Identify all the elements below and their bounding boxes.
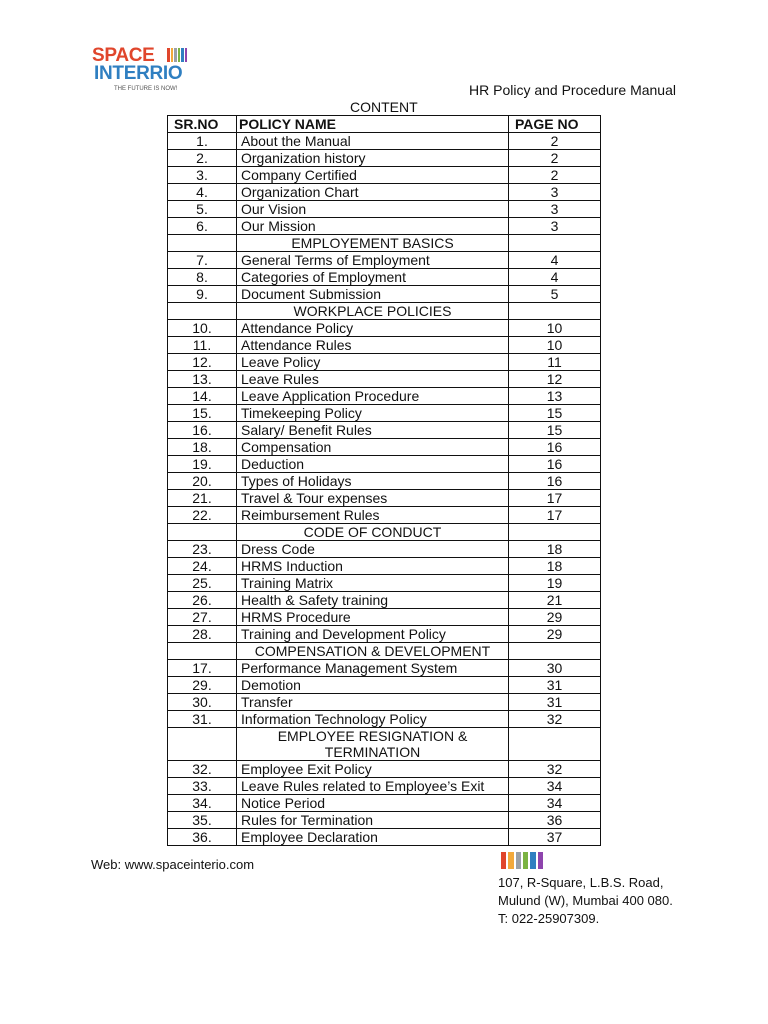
page-no-cell: 21	[509, 592, 601, 609]
page-no-cell: 10	[509, 320, 601, 337]
table-row	[168, 660, 601, 677]
page-no-cell: 30	[509, 660, 601, 677]
table-row	[168, 609, 601, 626]
section-blank-cell	[509, 524, 601, 541]
table-row	[168, 592, 601, 609]
page-no-cell: 10	[509, 337, 601, 354]
sr-no-cell: 31.	[168, 711, 237, 728]
policy-name-cell: Leave Policy	[237, 354, 509, 371]
table-row	[168, 761, 601, 778]
color-bar	[538, 852, 543, 869]
section-heading-text: CODE OF CONDUCT	[303, 524, 442, 540]
page-no-cell: 12	[509, 371, 601, 388]
table-row	[168, 201, 601, 218]
sr-no-cell: 33.	[168, 778, 237, 795]
table-row	[168, 626, 601, 643]
table-row	[168, 812, 601, 829]
page-no-cell: 15	[509, 405, 601, 422]
color-bar	[174, 48, 177, 62]
page-no-cell: 19	[509, 575, 601, 592]
logo-tagline: THE FUTURE IS NOW!	[114, 86, 178, 92]
page-no-cell: 16	[509, 473, 601, 490]
policy-name-cell: Company Certified	[237, 167, 509, 184]
table-row	[168, 184, 601, 201]
page-no-cell: 11	[509, 354, 601, 371]
page-no-cell: 16	[509, 439, 601, 456]
section-heading-text: COMPENSATION & DEVELOPMENT	[254, 643, 491, 659]
section-heading	[237, 728, 509, 761]
policy-name-cell: Notice Period	[237, 795, 509, 812]
website-text: Web: www.spaceinterio.com	[91, 857, 255, 872]
policy-name-cell: Leave Rules related to Employee’s Exit	[237, 778, 509, 795]
policy-name-cell: Types of Holidays	[237, 473, 509, 490]
sr-no-cell: 18.	[168, 439, 237, 456]
page-no-cell: 34	[509, 778, 601, 795]
sr-no-cell: 2.	[168, 150, 237, 167]
policy-name-cell: Rules for Termination	[237, 812, 509, 829]
table-row	[168, 422, 601, 439]
policy-name-cell: Employee Declaration	[237, 829, 509, 846]
table-row	[168, 507, 601, 524]
sr-no-cell: 17.	[168, 660, 237, 677]
table-row	[168, 269, 601, 286]
table-row	[168, 150, 601, 167]
sr-no-cell: 36.	[168, 829, 237, 846]
section-row	[168, 235, 601, 252]
section-heading-text: EMPLOYEMENT BASICS	[291, 235, 454, 251]
page-no-cell: 31	[509, 694, 601, 711]
page-no-cell: 29	[509, 609, 601, 626]
policy-name-cell: Training Matrix	[237, 575, 509, 592]
sr-no-cell: 1.	[168, 133, 237, 150]
policy-name-cell: Performance Management System	[237, 660, 509, 677]
section-blank-cell	[168, 303, 237, 320]
policy-name-cell: Salary/ Benefit Rules	[237, 422, 509, 439]
sr-no-cell: 8.	[168, 269, 237, 286]
color-bar	[167, 48, 170, 62]
page-no-cell: 32	[509, 761, 601, 778]
table-row	[168, 167, 601, 184]
table-row	[168, 677, 601, 694]
page-no-cell: 2	[509, 133, 601, 150]
page-no-cell: 5	[509, 286, 601, 303]
color-bar	[178, 48, 181, 62]
sr-no-cell: 28.	[168, 626, 237, 643]
table-row	[168, 541, 601, 558]
policy-name-cell: Information Technology Policy	[237, 711, 509, 728]
sr-no-cell: 10.	[168, 320, 237, 337]
table-row	[168, 575, 601, 592]
policy-name-cell: Leave Application Procedure	[237, 388, 509, 405]
page-no-cell: 16	[509, 456, 601, 473]
sr-no-cell: 35.	[168, 812, 237, 829]
sr-no-cell: 7.	[168, 252, 237, 269]
page-no-cell: 3	[509, 184, 601, 201]
sr-no-cell: 6.	[168, 218, 237, 235]
table-row	[168, 490, 601, 507]
page-no-cell: 36	[509, 812, 601, 829]
table-row	[168, 388, 601, 405]
sr-no-cell: 14.	[168, 388, 237, 405]
page-no-cell: 4	[509, 269, 601, 286]
policy-name-cell: General Terms of Employment	[237, 252, 509, 269]
table-row	[168, 558, 601, 575]
color-bar	[523, 852, 528, 869]
page-no-cell: 3	[509, 201, 601, 218]
table-row	[168, 133, 601, 150]
company-logo	[92, 46, 202, 96]
policy-name-cell: Document Submission	[237, 286, 509, 303]
table-row	[168, 354, 601, 371]
sr-no-cell: 22.	[168, 507, 237, 524]
policy-name-cell: Our Mission	[237, 218, 509, 235]
footer-color-bars	[501, 852, 543, 869]
table-row	[168, 337, 601, 354]
address-line: T: 022-25907309.	[498, 911, 600, 926]
header-policy-name: POLICY NAME	[237, 116, 509, 133]
sr-no-cell: 3.	[168, 167, 237, 184]
section-heading	[237, 524, 509, 541]
logo-line-2: INTERRIO	[94, 63, 183, 84]
contents-table-body	[168, 133, 601, 846]
sr-no-cell: 16.	[168, 422, 237, 439]
sr-no-cell: 13.	[168, 371, 237, 388]
color-bar	[501, 852, 506, 869]
page-no-cell: 18	[509, 541, 601, 558]
policy-name-cell: Reimbursement Rules	[237, 507, 509, 524]
policy-name-cell: HRMS Induction	[237, 558, 509, 575]
section-heading	[237, 643, 509, 660]
table-row	[168, 473, 601, 490]
contents-table	[167, 115, 601, 846]
page-no-cell: 29	[509, 626, 601, 643]
table-row	[168, 405, 601, 422]
table-row	[168, 439, 601, 456]
page-no-cell: 17	[509, 507, 601, 524]
color-bar	[171, 48, 174, 62]
policy-name-cell: Organization Chart	[237, 184, 509, 201]
page-no-cell: 18	[509, 558, 601, 575]
section-blank-cell	[168, 524, 237, 541]
sr-no-cell: 26.	[168, 592, 237, 609]
section-blank-cell	[168, 728, 237, 761]
section-heading	[237, 303, 509, 320]
sr-no-cell: 24.	[168, 558, 237, 575]
table-row	[168, 286, 601, 303]
section-row	[168, 643, 601, 660]
table-row	[168, 795, 601, 812]
logo-line-1: SPACE	[92, 45, 155, 66]
header-page-no: PAGE NO	[509, 116, 601, 133]
sr-no-cell: 27.	[168, 609, 237, 626]
table-header-row	[168, 116, 601, 133]
policy-name-cell: Leave Rules	[237, 371, 509, 388]
policy-name-cell: Demotion	[237, 677, 509, 694]
sr-no-cell: 32.	[168, 761, 237, 778]
table-row	[168, 320, 601, 337]
policy-name-cell: About the Manual	[237, 133, 509, 150]
page-no-cell: 2	[509, 150, 601, 167]
page-no-cell: 34	[509, 795, 601, 812]
section-row	[168, 728, 601, 761]
section-row	[168, 303, 601, 320]
page-no-cell: 2	[509, 167, 601, 184]
sr-no-cell: 5.	[168, 201, 237, 218]
address-line: Mulund (W), Mumbai 400 080.	[498, 893, 673, 908]
color-bar	[185, 48, 188, 62]
logo-color-bars	[167, 48, 187, 62]
page-no-cell: 37	[509, 829, 601, 846]
policy-name-cell: Dress Code	[237, 541, 509, 558]
color-bar	[181, 48, 184, 62]
sr-no-cell: 30.	[168, 694, 237, 711]
sr-no-cell: 11.	[168, 337, 237, 354]
table-row	[168, 456, 601, 473]
sr-no-cell: 4.	[168, 184, 237, 201]
header-sr-no: SR.NO	[168, 116, 237, 133]
policy-name-cell: Attendance Rules	[237, 337, 509, 354]
sr-no-cell: 21.	[168, 490, 237, 507]
page-no-cell: 31	[509, 677, 601, 694]
manual-title: HR Policy and Procedure Manual	[469, 82, 676, 98]
table-row	[168, 711, 601, 728]
page-no-cell: 3	[509, 218, 601, 235]
table-row	[168, 252, 601, 269]
sr-no-cell: 29.	[168, 677, 237, 694]
page-no-cell: 32	[509, 711, 601, 728]
sr-no-cell: 23.	[168, 541, 237, 558]
policy-name-cell: HRMS Procedure	[237, 609, 509, 626]
color-bar	[516, 852, 521, 869]
policy-name-cell: Transfer	[237, 694, 509, 711]
policy-name-cell: Categories of Employment	[237, 269, 509, 286]
section-blank-cell	[168, 643, 237, 660]
section-blank-cell	[509, 643, 601, 660]
section-blank-cell	[509, 303, 601, 320]
sr-no-cell: 19.	[168, 456, 237, 473]
table-row	[168, 829, 601, 846]
content-title: CONTENT	[350, 99, 418, 115]
section-blank-cell	[509, 728, 601, 761]
policy-name-cell: Compensation	[237, 439, 509, 456]
section-blank-cell	[168, 235, 237, 252]
address-line: 107, R-Square, L.B.S. Road,	[498, 875, 664, 890]
policy-name-cell: Timekeeping Policy	[237, 405, 509, 422]
color-bar	[530, 852, 535, 869]
table-row	[168, 778, 601, 795]
policy-name-cell: Employee Exit Policy	[237, 761, 509, 778]
policy-name-cell: Health & Safety training	[237, 592, 509, 609]
sr-no-cell: 15.	[168, 405, 237, 422]
page-no-cell: 13	[509, 388, 601, 405]
section-heading	[237, 235, 509, 252]
sr-no-cell: 25.	[168, 575, 237, 592]
sr-no-cell: 12.	[168, 354, 237, 371]
policy-name-cell: Travel & Tour expenses	[237, 490, 509, 507]
sr-no-cell: 34.	[168, 795, 237, 812]
page-no-cell: 17	[509, 490, 601, 507]
color-bar	[508, 852, 513, 869]
policy-name-cell: Training and Development Policy	[237, 626, 509, 643]
policy-name-cell: Deduction	[237, 456, 509, 473]
section-row	[168, 524, 601, 541]
section-heading-text: WORKPLACE POLICIES	[293, 303, 452, 319]
policy-name-cell: Attendance Policy	[237, 320, 509, 337]
section-heading-text: TERMINATION	[324, 744, 421, 760]
sr-no-cell: 20.	[168, 473, 237, 490]
page-no-cell: 4	[509, 252, 601, 269]
policy-name-cell: Our Vision	[237, 201, 509, 218]
policy-name-cell: Organization history	[237, 150, 509, 167]
section-blank-cell	[509, 235, 601, 252]
table-row	[168, 371, 601, 388]
sr-no-cell: 9.	[168, 286, 237, 303]
section-heading-text: EMPLOYEE RESIGNATION &	[277, 728, 468, 744]
address-block	[498, 874, 673, 928]
page-no-cell: 15	[509, 422, 601, 439]
table-row	[168, 218, 601, 235]
table-row	[168, 694, 601, 711]
